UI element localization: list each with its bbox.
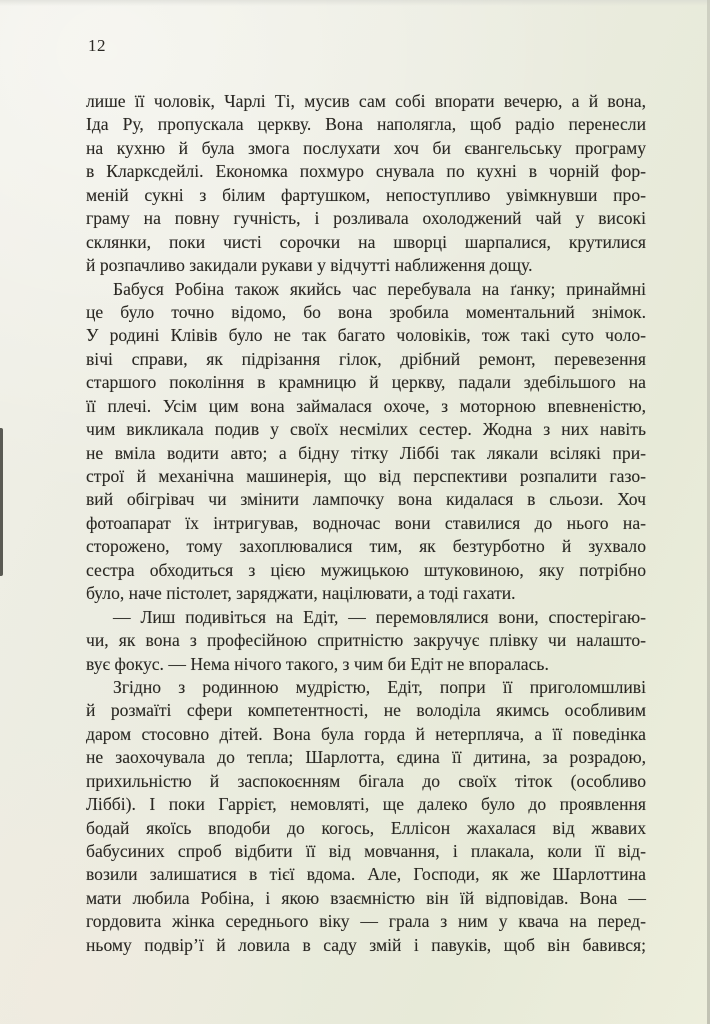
text-line: мати любила Робіна, і якою взаємністю він їй відповідав. Вона — <box>86 887 646 908</box>
text-line: возили залишатися в тієї вдома. Але, Господи, як же Шарлоттина <box>86 864 646 885</box>
text-line: У родині Клівів було не так багато чоловіків, тож такі суто чоло- <box>86 325 646 346</box>
text-line: не вміла водити авто; а бідну тітку Ліббі так лякали всілякі при- <box>86 442 646 463</box>
scan-left-edge-artifact <box>0 428 3 576</box>
text-line: її плечі. Усім цим вона займалася охоче, з моторною впевненістю, <box>86 395 646 416</box>
page-number: 12 <box>88 36 106 55</box>
text-line: це було точно відомо, бо вона зробила моментальний знімок. <box>86 301 646 322</box>
text-line: чи, як вона з професійною спритністю закручує плівку чи налашто- <box>86 630 646 651</box>
text-line: даром стосовно дітей. Вона була горда й нетерпляча, а її поведінка <box>86 723 646 744</box>
text-line: й розмаїті сфери компетентності, не володіла якимсь особливим <box>86 700 646 721</box>
text-line: бабусиних спроб відбити її від мовчання, і плакала, коли її від- <box>86 841 646 861</box>
text-line: ньому подвір’ї й ловила в саду змій і павуків, щоб він бавився; <box>86 934 646 955</box>
text-line: було, наче пістолет, заряджати, націлювати, а тоді гахати. <box>86 583 516 604</box>
text-line: — Лиш подивіться на Едіт, — перемовлялися вони, спостерігаю- <box>113 606 646 627</box>
text-line: старшого покоління в крамницю й церкву, падали здебільшого на <box>86 372 646 393</box>
text-line: Іда Ру, пропускала церкву. Вона наполягла, щоб радіо перенесли <box>86 114 646 135</box>
text-line: сторожено, тому захоплювалися тим, як безтурботно й зухвало <box>86 536 646 557</box>
text-line: вує фокус. — Нема нічого такого, з чим би Едіт не впоралась. <box>86 653 549 674</box>
text-line: гордовита жінка середнього віку — грала з ним у квача на перед- <box>86 911 646 932</box>
text-line: вий обігрівач чи змінити лампочку вона кидалася в сльози. Хоч <box>86 489 646 510</box>
text-line: вічі справи, як підрізання гілок, дрібний ремонт, перевезення <box>86 348 646 369</box>
text-line: не заохочувала до тепла; Шарлотта, єдина її дитина, за розрадою, <box>86 747 646 768</box>
text-line: склянки, поки чисті сорочки на шворці шарпалися, крутилися <box>86 231 646 252</box>
text-line: сестра обходиться з цією мужицькою штуковиною, яку потрібно <box>86 559 646 580</box>
text-line: Ліббі). І поки Гаррієт, немовляті, ще далеко було до проявлення <box>86 794 646 815</box>
text-line: меній сукні з білим фартушком, непоступливо увімкнувши про- <box>86 184 646 205</box>
text-line: бодай якоїсь вподоби до когось, Еллісон жахалася від жвавих <box>86 817 646 838</box>
text-line: лише її чоловік, Чарлі Ті, мусив сам собі впорати вечерю, а й вона, <box>86 91 646 111</box>
text-line: й розпачливо закидали рукави у відчутті наближення дощу. <box>86 255 533 276</box>
text-line: Згідно з родинною мудрістю, Едіт, попри її приголомшливі <box>113 676 646 697</box>
text-line: фотоапарат їх інтригував, водночас вони ставилися до нього на- <box>86 512 646 533</box>
text-line: Бабуся Робіна також якийсь час перебувала на ґанку; принаймні <box>113 278 646 299</box>
text-line: строї й механічна машинерія, що від перспективи розпалити газо- <box>86 466 646 486</box>
page-text <box>86 90 646 957</box>
text-line: в Кларксдейлі. Економка похмуро снувала по кухні в чорній фор- <box>86 161 646 182</box>
text-line: граму на повну гучність, і розливала охолоджений чай у високі <box>86 208 646 229</box>
scan-top-edge <box>0 0 710 6</box>
text-line: прихильністю й заспокоєнням бігала до своїх тіток (особливо <box>86 770 646 791</box>
text-line: на кухню й була змога послухати хоч би євангельську програму <box>86 137 646 158</box>
text-line: чим викликала подив у своїх несмілих сестер. Жодна з них навіть <box>86 419 646 440</box>
